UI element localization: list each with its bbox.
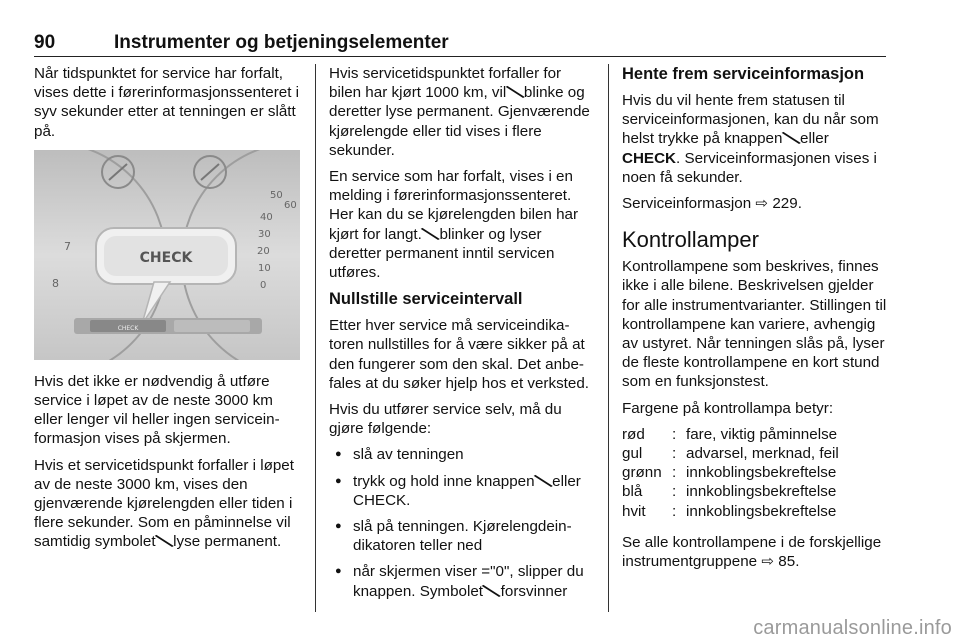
list-item bbox=[329, 445, 595, 464]
color-description: innkoblingsbekreftelse bbox=[686, 483, 837, 501]
color-description: advarsel, merknad, feil bbox=[686, 445, 839, 463]
color-name: hvit bbox=[622, 502, 646, 520]
list-item bbox=[329, 517, 595, 555]
paragraph bbox=[34, 456, 300, 552]
tick-label: 10 bbox=[258, 262, 271, 274]
page-header bbox=[34, 30, 886, 57]
separator: : bbox=[672, 464, 677, 482]
text-run: blinker og lyser deretter permanent inntil servicen utføres. bbox=[329, 225, 555, 282]
tick-label: 30 bbox=[258, 228, 271, 240]
column-divider bbox=[608, 64, 609, 612]
cross-reference bbox=[622, 533, 890, 571]
text-run: når skjermen viser ="0", slipper du knappen. Symbolet bbox=[353, 563, 584, 600]
color-name: gul bbox=[622, 445, 643, 463]
tick-label: 0 bbox=[260, 279, 267, 291]
table-row bbox=[622, 444, 839, 463]
table-row bbox=[622, 502, 839, 521]
text-run: . Serviceinformasjonen vises i noen få sekunder. bbox=[622, 149, 877, 186]
page-ref: 229. bbox=[772, 195, 802, 213]
steps-list bbox=[329, 445, 595, 600]
separator: : bbox=[672, 445, 677, 463]
paragraph: Kontrollampene som beskrives, finnes ikke i alle bilene. Beskrivelsen gjelder for alle instrumentvarianter. Stillingen til kontrollampene kan variere, avhengig av ustyret. Når tenningen slås på, lyser de fleste kontrollampene en kort stund som en funksjonstest. bbox=[622, 258, 887, 391]
watermark: carmanualsonline.info bbox=[753, 617, 952, 639]
arrow-ref-icon: ⇨ bbox=[755, 195, 769, 213]
check-button-label: CHECK bbox=[117, 324, 139, 332]
tick-label: 60 bbox=[284, 199, 297, 211]
cross-reference bbox=[622, 194, 890, 213]
page-number: 90 bbox=[34, 32, 56, 53]
list-item bbox=[329, 562, 595, 600]
wrench-icon: ╲ bbox=[483, 581, 501, 601]
tick-label: 7 bbox=[64, 239, 71, 253]
table-row bbox=[622, 425, 839, 444]
tick-label: 40 bbox=[260, 211, 273, 223]
text-run: Serviceinformasjon bbox=[622, 195, 752, 213]
text-run: lyse permanent. bbox=[173, 533, 282, 551]
wrench-icon: ╲ bbox=[782, 129, 800, 149]
list-item bbox=[329, 472, 595, 510]
column-1 bbox=[34, 64, 300, 559]
paragraph: Fargene på kontrollampa betyr: bbox=[622, 399, 834, 417]
text-run: Hvis du vil hente frem statusen til serviceinformasjonen, kan du når som helst trykke på knappen bbox=[622, 92, 879, 148]
wrench-icon: ╲ bbox=[506, 83, 524, 103]
wrench-icon: ╲ bbox=[156, 532, 173, 552]
instrument-cluster-figure bbox=[34, 150, 300, 360]
table-row bbox=[622, 463, 839, 482]
table-row bbox=[622, 482, 839, 501]
column-divider bbox=[315, 64, 316, 612]
text-run: Hvis et servicetidspunkt forfaller i løpet av de neste 3000 km, vises den gjenværende kjørelengden eller tiden i flere sekunder. Som en påminnelse vil samtidig symbolet bbox=[34, 456, 294, 551]
separator: : bbox=[672, 425, 677, 443]
wrench-icon: ╲ bbox=[422, 224, 439, 244]
text-run: trykk og hold inne knappen bbox=[353, 472, 535, 490]
color-description: innkoblingsbekreftelse bbox=[686, 464, 837, 482]
text-run: En service som har forfalt, vises i en melding i førerinformasjonssenteret. Her kan du se kjørelengden bilen har kjørt for langt. bbox=[329, 168, 579, 243]
text-run: Se alle kontrollampene i de forskjellige instrumentgruppene bbox=[622, 533, 882, 571]
separator: : bbox=[672, 483, 677, 501]
paragraph: Når tidspunktet for service har forfalt, vises dette i førerinformasjonssenteret i syv sekunder etter at tenningen er slått på. bbox=[34, 65, 300, 140]
display-check-label: CHECK bbox=[139, 249, 193, 266]
paragraph: Hvis det ikke er nødvendig å utføre service i løpet av de neste 3000 km eller lenger vil heller ingen serviceinformasjon vises på skjermen. bbox=[34, 372, 280, 448]
section-heading: Nullstille serviceintervall bbox=[329, 290, 523, 309]
text-run: blinke og deretter lyse permanent. Gjenværende kjørelengde eller tid vises i flere sekunder. bbox=[329, 84, 590, 159]
color-name: rød bbox=[622, 425, 645, 443]
text-run: eller bbox=[800, 130, 829, 148]
page-ref: 85. bbox=[778, 553, 800, 571]
tick-label: 8 bbox=[52, 276, 59, 290]
arrow-ref-icon: ⇨ bbox=[761, 553, 775, 571]
section-heading: Hente frem serviceinformasjon bbox=[622, 65, 865, 83]
color-description: fare, viktig påminnelse bbox=[686, 425, 838, 443]
text-run: slå av tenningen bbox=[353, 446, 464, 464]
column-3 bbox=[622, 64, 890, 578]
wrench-icon: ╲ bbox=[535, 471, 552, 491]
color-name: grønn bbox=[622, 464, 662, 482]
tick-label: 50 bbox=[270, 189, 283, 201]
paragraph: Etter hver service må serviceindikatoren nullstilles for å være sikker på at den fungerer som den skal. Det anbefales at du søker hjelp hos et verksted. bbox=[329, 317, 590, 392]
paragraph bbox=[329, 167, 595, 282]
separator: : bbox=[672, 502, 677, 520]
text-run: eller CHECK. bbox=[353, 472, 581, 509]
color-meaning-table bbox=[622, 425, 839, 521]
text-run: Hvis servicetidspunktet forfaller for bilen har kjørt 1000 km, vil bbox=[329, 65, 562, 102]
text-run: slå på tenningen. Kjørelengdeindikatoren teller ned bbox=[353, 518, 572, 555]
paragraph bbox=[329, 64, 595, 160]
tick-label: 20 bbox=[257, 245, 270, 257]
section-heading-large: Kontrollamper bbox=[622, 227, 759, 253]
column-2 bbox=[329, 64, 595, 608]
page-title: Instrumenter og betjeningselementer bbox=[114, 32, 449, 53]
color-name: blå bbox=[622, 483, 643, 501]
paragraph: Hvis du utfører service selv, må du gjøre følgende: bbox=[329, 401, 562, 438]
check-keyword: CHECK bbox=[622, 149, 677, 167]
paragraph bbox=[622, 91, 890, 187]
color-description: innkoblingsbekreftelse bbox=[686, 502, 837, 520]
text-run: forsvinner bbox=[500, 582, 568, 600]
